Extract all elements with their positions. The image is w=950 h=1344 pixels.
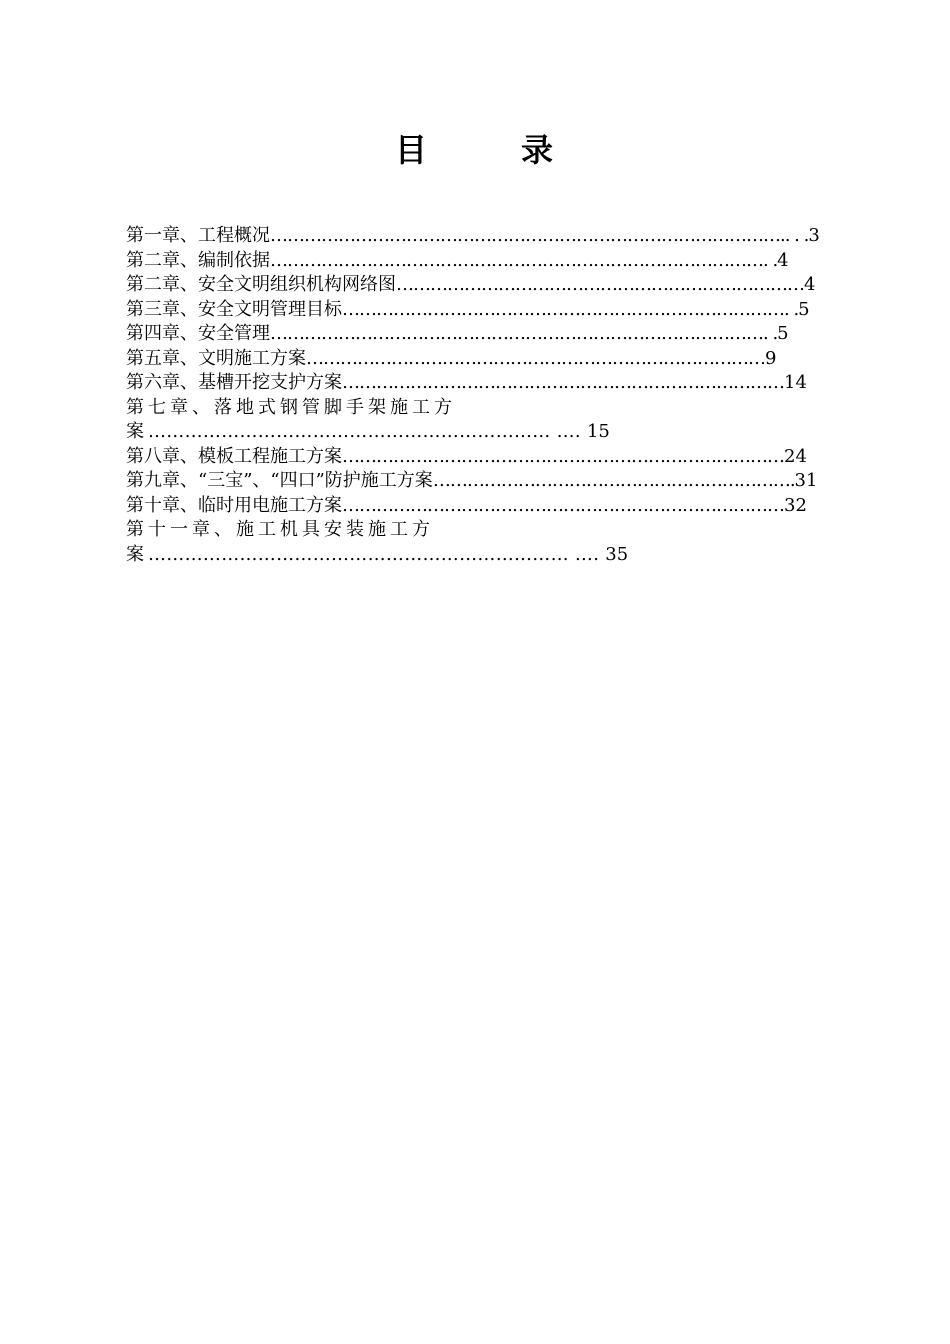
toc-leader: …………………………………………………………………… xyxy=(342,494,784,516)
toc-entry-2[interactable] xyxy=(126,249,842,274)
toc-entry-title: 第三章、安全文明管理目标 xyxy=(126,298,342,320)
toc-leader: ……………………………………………………………………………….. . . xyxy=(270,225,809,246)
toc-entry-title: 第八章、模板工程施工方案 xyxy=(126,445,342,467)
toc-entry-title: 第九章、“三宝”、“四口”防护施工方案 xyxy=(126,470,433,491)
toc-entry-title: 第二章、编制依据 xyxy=(126,249,270,271)
toc-page-number: 4 xyxy=(777,249,789,271)
toc-entry-title: 第七章、落地式钢管脚手架施工方案 xyxy=(126,396,456,442)
toc-entry-1[interactable] xyxy=(126,224,842,249)
toc-page-number: 3 xyxy=(808,225,820,246)
toc-leader: ……………………………………………………………………… xyxy=(306,347,765,369)
toc-entry-5[interactable] xyxy=(126,322,842,347)
toc-entry-title: 第五章、文明施工方案 xyxy=(126,347,306,369)
toc-entry-8[interactable] xyxy=(126,396,842,445)
toc-page-number: 24 xyxy=(784,445,807,467)
toc-entry-title: 第四章、安全管理 xyxy=(126,323,270,344)
toc-page-number: 5 xyxy=(798,298,810,320)
toc-entry-title: 第二章、安全文明组织机构网络图 xyxy=(126,274,396,295)
toc-leader: ……………………………………………………………………. . xyxy=(342,298,799,320)
toc-entry-title: 第一章、工程概况 xyxy=(126,225,270,246)
toc-entry-7[interactable] xyxy=(126,371,842,396)
toc-leader: ……………………………………………………………………………. . xyxy=(270,249,778,271)
toc-entry-10[interactable] xyxy=(126,469,842,494)
toc-page-number: 31 xyxy=(794,470,818,491)
toc-leader: ………………………………………………………. xyxy=(432,470,795,491)
toc-page-number: 14 xyxy=(784,372,807,393)
toc-page-number: 9 xyxy=(765,347,777,369)
toc-page-number: 32 xyxy=(784,494,807,516)
toc-page-number: 35 xyxy=(605,543,629,565)
toc-page-number: 15 xyxy=(586,421,610,442)
toc-entry-title: 第十章、临时用电施工方案 xyxy=(126,494,342,516)
table-of-contents xyxy=(126,224,842,567)
toc-entry-title: 第十一章、施工机具安装施工方案 xyxy=(126,519,434,565)
toc-leader: ………………………………………………………… …. xyxy=(148,421,587,442)
toc-entry-11[interactable] xyxy=(126,494,842,519)
toc-leader: ……………………………………………………………… xyxy=(396,274,804,295)
toc-leader: …………………………………………………………………… xyxy=(342,445,784,467)
toc-leader: …………………………………………………………… …. xyxy=(148,543,606,565)
toc-leader: …………………………………………………………………… xyxy=(342,372,784,393)
toc-leader: ……………………………………………………………………………. . xyxy=(270,323,778,344)
toc-entry-3[interactable] xyxy=(126,273,842,298)
page-title xyxy=(0,128,950,172)
title-char-1: 目 xyxy=(394,131,429,169)
toc-entry-12[interactable] xyxy=(126,518,842,567)
toc-entry-title: 第六章、基槽开挖支护方案 xyxy=(126,372,342,393)
toc-entry-9[interactable] xyxy=(126,445,842,470)
toc-page-number: 5 xyxy=(777,323,789,344)
toc-entry-6[interactable] xyxy=(126,347,842,372)
title-char-2: 录 xyxy=(521,131,556,169)
toc-entry-4[interactable] xyxy=(126,298,842,323)
toc-page-number: 4 xyxy=(804,274,816,295)
